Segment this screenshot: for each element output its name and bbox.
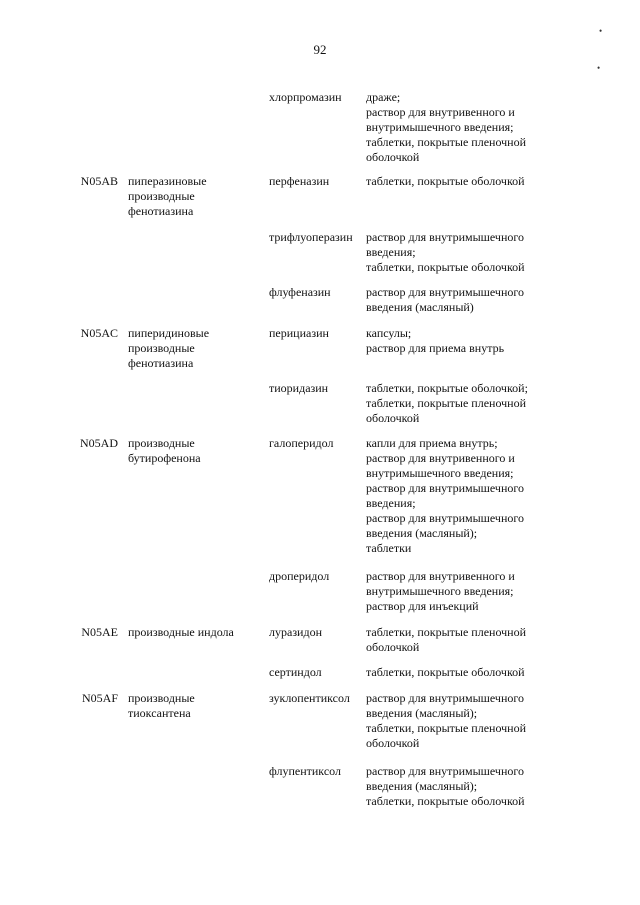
drug-name: зуклопентиксол <box>269 691 350 705</box>
drug-name: галоперидол <box>269 436 334 450</box>
drug-name: луразидон <box>269 625 323 639</box>
form-line: введения; <box>366 496 416 510</box>
form-line: оболочкой <box>366 736 420 750</box>
form-line: раствор для внутривенного и <box>366 569 515 583</box>
dosage-forms <box>366 90 591 165</box>
form-line: таблетки, покрытые оболочкой <box>366 665 525 679</box>
drug-name: дроперидол <box>269 569 330 583</box>
form-line: внутримышечного введения; <box>366 584 514 598</box>
group-line: пиперидиновые <box>128 326 210 340</box>
dosage-forms <box>366 381 591 426</box>
form-line: раствор для приема внутрь <box>366 341 505 355</box>
dosage-forms <box>366 174 591 189</box>
form-line: раствор для внутривенного и <box>366 105 515 119</box>
dosage-forms <box>366 285 591 315</box>
form-line: капсулы; <box>366 326 412 340</box>
dosage-forms <box>366 691 591 751</box>
group-name <box>128 625 258 640</box>
atc-code: N05AC <box>80 326 118 340</box>
form-line: раствор для внутримышечного <box>366 481 524 495</box>
group-line: фенотиазина <box>128 204 194 218</box>
form-line: оболочкой <box>366 640 420 654</box>
group-line: производные <box>128 341 195 355</box>
form-line: раствор для внутривенного и <box>366 451 515 465</box>
form-line: раствор для внутримышечного <box>366 691 524 705</box>
form-line: таблетки, покрытые оболочкой <box>366 260 525 274</box>
form-line: введения (масляный); <box>366 779 478 793</box>
atc-code: N05AF <box>81 691 118 705</box>
form-line: таблетки, покрытые пленочной <box>366 135 527 149</box>
form-line: введения; <box>366 245 416 259</box>
drug-name: перициазин <box>269 326 329 340</box>
atc-code: N05AD <box>80 436 118 450</box>
dosage-forms <box>366 326 591 356</box>
margin-mark: • <box>597 63 601 73</box>
group-name <box>128 691 258 721</box>
form-line: введения (масляный); <box>366 706 478 720</box>
drug-name: трифлуоперазин <box>269 230 353 244</box>
form-line: введения (масляный) <box>366 300 474 314</box>
group-line: производные <box>128 189 195 203</box>
form-line: оболочкой <box>366 411 420 425</box>
drug-name: хлорпромазин <box>269 90 342 104</box>
group-name <box>128 174 258 219</box>
form-line: раствор для инъекций <box>366 599 479 613</box>
form-line: раствор для внутримышечного <box>366 285 524 299</box>
margin-mark: • <box>599 26 603 36</box>
form-line: внутримышечного введения; <box>366 466 514 480</box>
form-line: драже; <box>366 90 401 104</box>
group-line: бутирофенона <box>128 451 201 465</box>
group-line: фенотиазина <box>128 356 194 370</box>
form-line: внутримышечного введения; <box>366 120 514 134</box>
form-line: таблетки <box>366 541 412 555</box>
drug-name: сертиндол <box>269 665 322 679</box>
form-line: таблетки, покрытые пленочной <box>366 396 527 410</box>
form-line: раствор для внутримышечного <box>366 511 524 525</box>
form-line: оболочкой <box>366 150 420 164</box>
drug-name: тиоридазин <box>269 381 329 395</box>
dosage-forms <box>366 764 591 809</box>
group-line: производные <box>128 691 195 705</box>
group-name <box>128 326 258 371</box>
atc-code: N05AB <box>80 174 118 188</box>
group-line: тиоксантена <box>128 706 191 720</box>
form-line: таблетки, покрытые оболочкой <box>366 794 525 808</box>
form-line: раствор для внутримышечного <box>366 764 524 778</box>
form-line: раствор для внутримышечного <box>366 230 524 244</box>
form-line: таблетки, покрытые оболочкой; <box>366 381 528 395</box>
page-number: 92 <box>313 42 327 57</box>
group-line: пиперазиновые <box>128 174 207 188</box>
form-line: таблетки, покрытые оболочкой <box>366 174 525 188</box>
group-line: производные <box>128 436 195 450</box>
group-line: производные индола <box>128 625 234 639</box>
form-line: введения (масляный); <box>366 526 478 540</box>
dosage-forms <box>366 625 591 655</box>
form-line: таблетки, покрытые пленочной <box>366 721 527 735</box>
dosage-forms <box>366 230 591 275</box>
drug-name: флуфеназин <box>269 285 331 299</box>
drug-name: перфеназин <box>269 174 330 188</box>
drug-name: флупентиксол <box>269 764 341 778</box>
dosage-forms <box>366 665 591 680</box>
group-name <box>128 436 258 466</box>
dosage-forms <box>366 436 591 556</box>
form-line: таблетки, покрытые пленочной <box>366 625 527 639</box>
dosage-forms <box>366 569 591 614</box>
form-line: капли для приема внутрь; <box>366 436 498 450</box>
atc-code: N05AE <box>81 625 118 639</box>
